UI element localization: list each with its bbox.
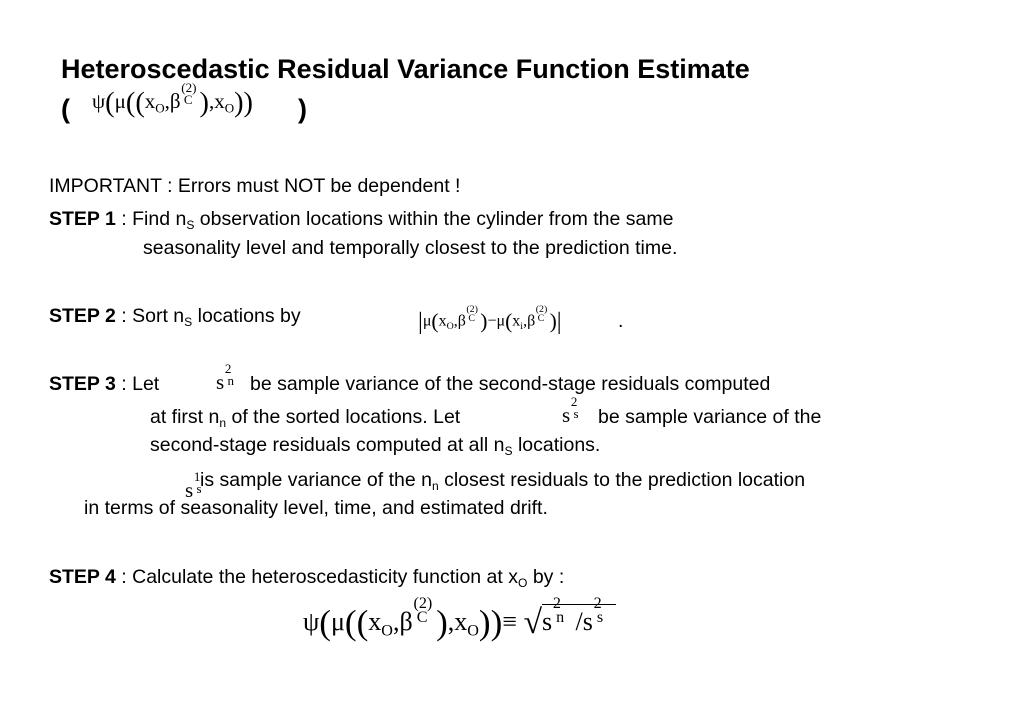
heteroscedasticity-formula: $\psi(\mu((x_O,\beta$ (2) C )$,x_O))\equiv √s$ 2 n /s 2 s [303,603,616,643]
step3-line3: second-stage residuals computed at all $n_S$ locations. [150,434,601,459]
title-psi-formula: $\psi(\mu((x_O,\beta$ (2) C )$,x_O$)) [92,79,253,119]
step2-period: . [618,310,624,332]
ss2-symbol: s 2 s [562,393,579,427]
title-close-paren: ) [298,94,307,124]
sn2-symbol: s 2 n [216,360,234,394]
step3-line1-end: be sample variance of the second-stage residuals computed [250,373,771,395]
sqrt-sign: √ [523,604,542,642]
important-note: IMPORTANT : Errors must NOT be dependent ! [49,175,461,197]
step3-line2-end: be sample variance of the [598,406,822,428]
step2-abs-diff-formula: $|\mu(x_O,\beta$ (2) C )$-\mu(x_i,\beta$ (2) C )| [418,303,562,336]
sqrt-radicand: s 2 n /s 2 s [542,604,616,636]
step3-line2-start: at first $n_n$ of the sorted locations. Let [150,406,461,431]
step3-note-line1: is sample variance of the $n_n$ closest residuals to the prediction location [200,469,806,494]
step4-line: STEP 4 : Calculate the heteroscedasticity function at $x_O$ by : [49,566,565,591]
step1-line2: seasonality level and temporally closest to the prediction time. [143,237,678,259]
step3-line1-start: STEP 3 : Let [49,373,160,395]
step3-label: STEP 3 [49,373,116,395]
s1s-symbol: s 1 s [185,468,202,502]
step1-line1: STEP 1 : Find $n_S$ observation locations within the cylinder from the same [49,208,674,233]
page-title: Heteroscedastic Residual Variance Function Estimate [61,54,750,84]
step4-label: STEP 4 [49,566,116,588]
step2-line: STEP 2 : Sort $n_S$ locations by [49,305,301,330]
step3-note-line2: in terms of seasonality level, time, and estimated drift. [84,497,548,519]
step2-label: STEP 2 [49,305,116,327]
step1-label: STEP 1 [49,208,116,230]
title-open-paren: ( [61,94,70,124]
